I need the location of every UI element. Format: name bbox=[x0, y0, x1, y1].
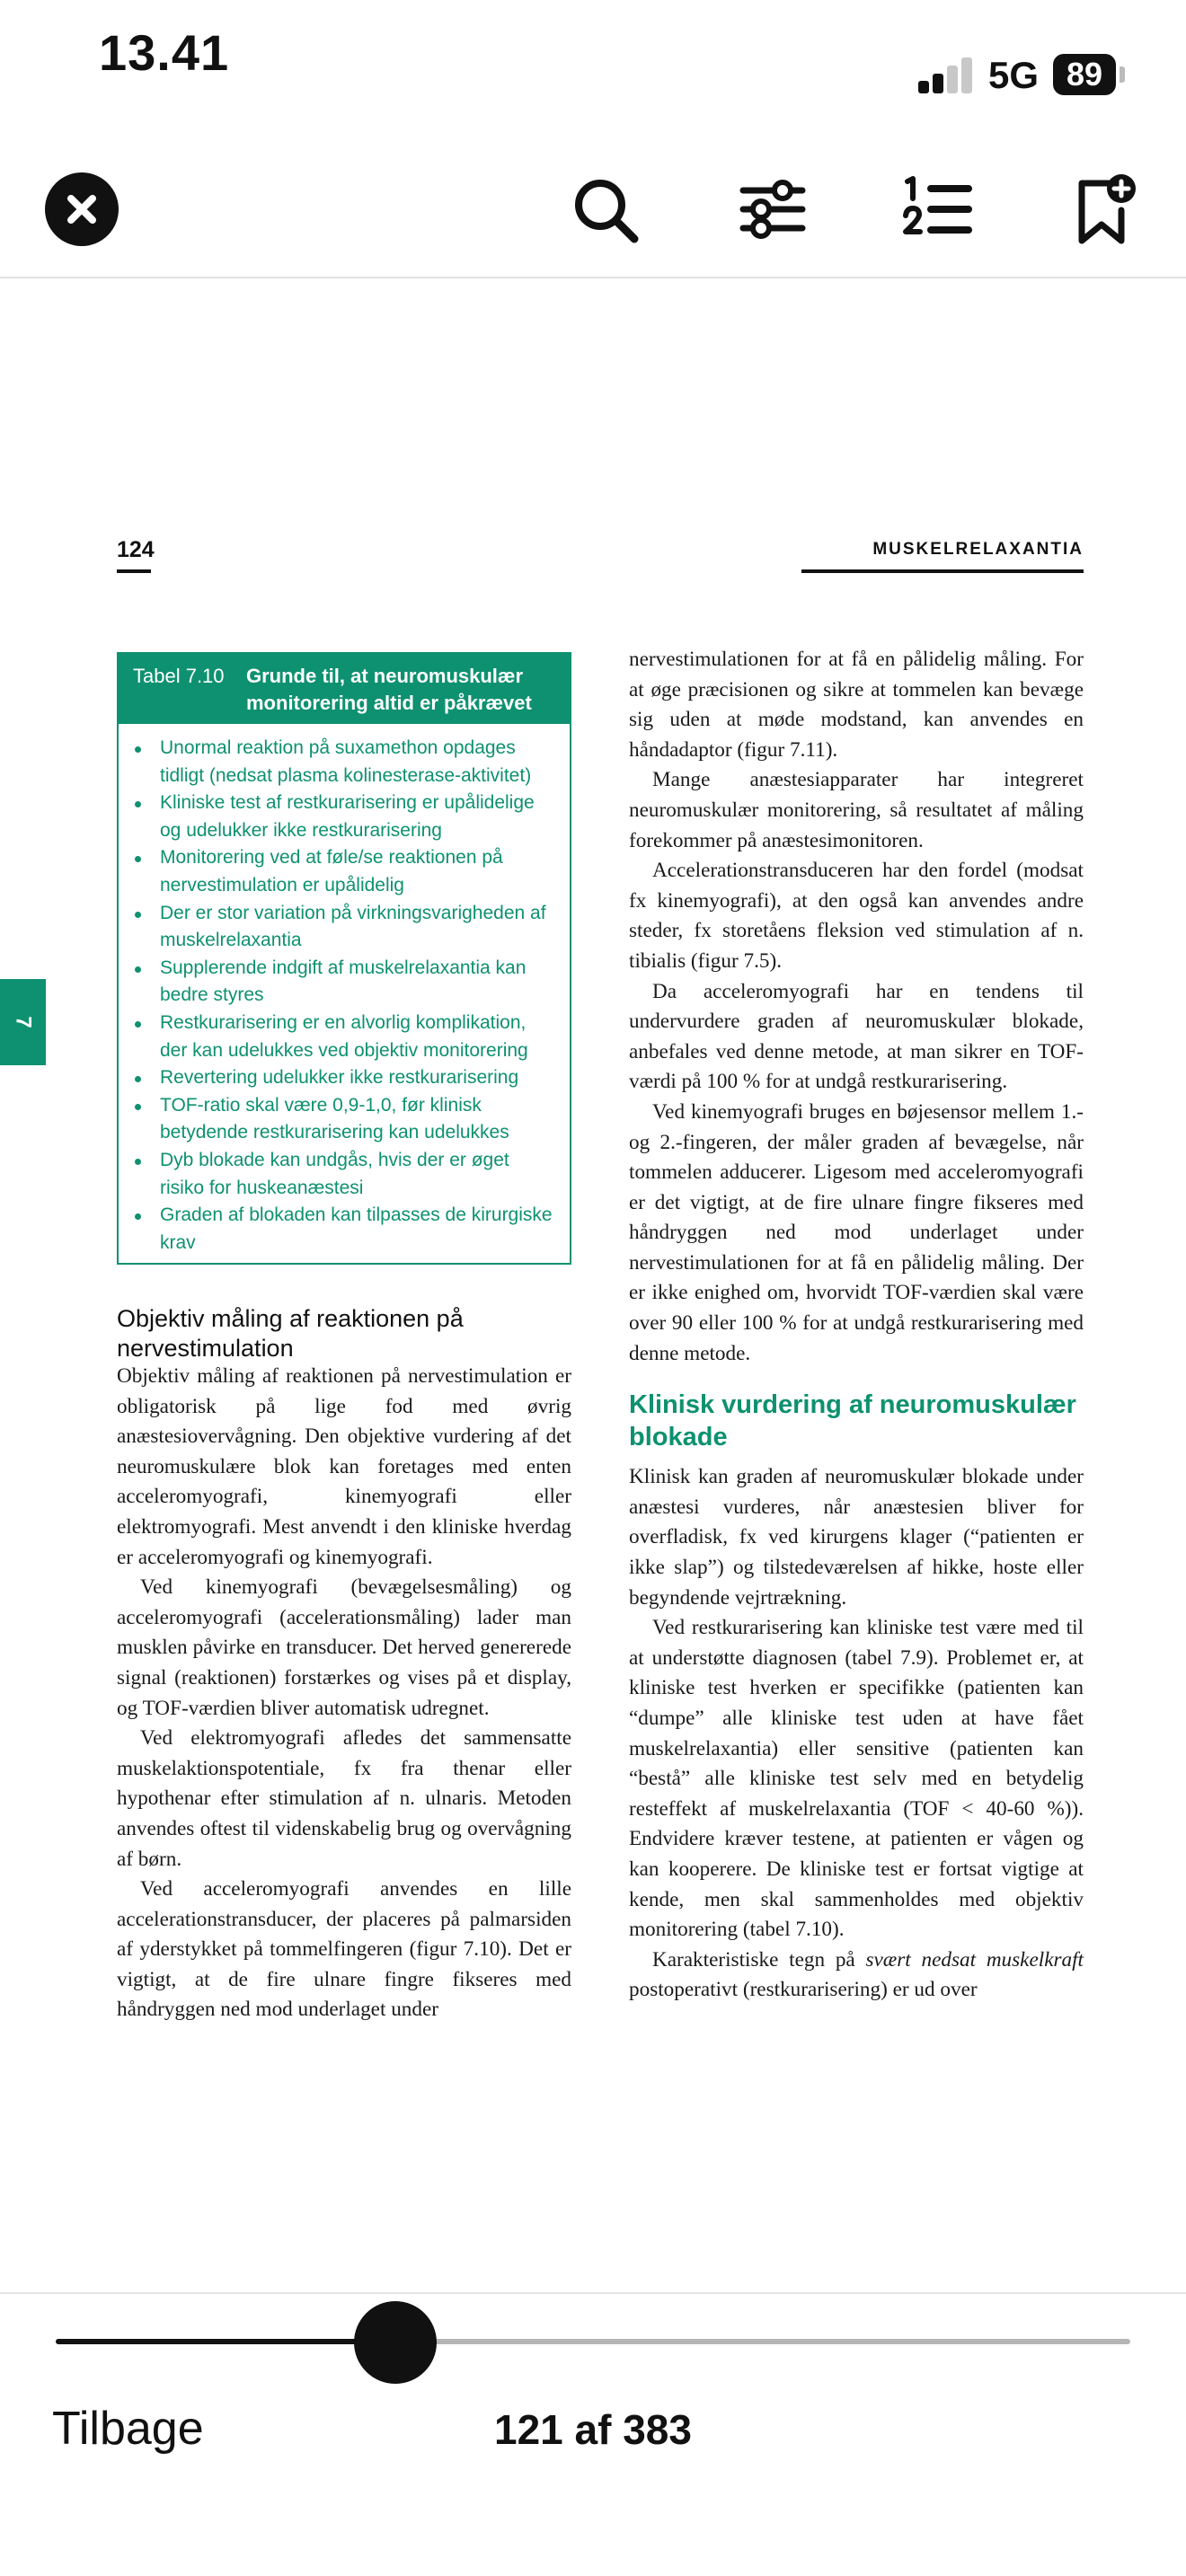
paragraph-text: Karakteristiske tegn på bbox=[652, 1947, 866, 1972]
paragraph: Objektiv måling af reaktionen på nervestimulation er obligatorisk på lige fod med øvrig anæstesiovervågning. Den objektive vurdering af det neuromuskulære blok kan foretages med enten acceleromyografi, kinemyografi eller elektromyografi. Mest anvendt i den kliniske hverdag er acceleromyografi og kinemyografi. bbox=[117, 1364, 571, 1569]
left-column-text bbox=[117, 1362, 571, 2025]
page-counter: 121 af 383 bbox=[494, 2406, 692, 2453]
paragraph: Accelerationstransduceren har den fordel (modsat fx kinemyografi), at den også kan anvendes andre steder, fx storetåens fleksion ved stimulation af n. tibialis (figur 7.5). bbox=[629, 859, 1084, 973]
right-column-text bbox=[629, 645, 1084, 2006]
paragraph: Ved kinemyografi (bevægelsesmåling) og acceleromyografi (accelerationsmåling) lader man musklen påvirke en transducer. Det herved genererede signal (reaktionen) forstærkes og vises på et display, og TOF-værdien bliver automatisk udregnet. bbox=[117, 1575, 571, 1720]
list-item: Monitorering ved at føle/se reaktionen på nervestimulation er upålidelig bbox=[160, 844, 557, 899]
paragraph: nervestimulationen for at få en pålidelig måling. For at øge præcisionen og sikre at tommelen kan bevæge sig uden at møde modstand, kan anvendes en håndadaptor (figur 7.11). bbox=[629, 648, 1084, 762]
paragraph: Ved restkurarisering kan kliniske test være med til at understøtte diagnosen (tabel 7.9). Problemet er, at kliniske test hverken er specifikke (patienten kan “dumpe” alle kliniske test uden at have fået muskelrelaxantia) eller sensitive (patienten kan “bestå” alle kliniske test selv med en betydelig resteffekt af muskelrelaxantia (TOF < 40-60 %)). Endvidere kræver testene, at patienten er vågen og kan kooperere. De kliniske test er fortsat vigtige at kende, men skal sammenholdes med objektiv monitorering (tabel 7.10). bbox=[629, 1616, 1084, 1942]
battery-tip bbox=[1120, 66, 1125, 83]
running-head: MUSKELRELAXANTIA bbox=[872, 540, 1084, 559]
list-item: Der er stor variation på virkningsvarigheden af muskelrelaxantia bbox=[160, 900, 557, 955]
list-item: Revertering udelukker ikke restkurarisering bbox=[160, 1064, 557, 1092]
table-label: Tabel 7.10 bbox=[133, 665, 225, 687]
list-item: TOF-ratio skal være 0,9-1,0, før klinisk betydende restkurarisering kan udelukkes bbox=[160, 1092, 557, 1147]
sliders-icon bbox=[732, 169, 813, 250]
paragraph: Ved kinemyografi bruges en bøjesensor mellem 1.- og 2.-fingeren, der måler graden af bevægelse, når tommelen adducerer. Ligesom med acceleromyografi er det vigtigt, at de fire ulnare fingre fikseres med håndryggen ned mod underlaget under nervestimulationen for at få en pålidelig måling. Der er ikke enighed om, hvorvidt TOF-værdien skal være over 90 eller 100 % for at undgå restkurarisering med denne metode. bbox=[629, 1099, 1084, 1365]
search-icon bbox=[566, 169, 647, 250]
paragraph: Mange anæstesiapparater har integreret neuromuskulær monitorering, så resultatet af måling forekommer på anæstesimonitoren. bbox=[629, 768, 1084, 852]
section-heading: Klinisk vurdering af neuromuskulær blokade bbox=[629, 1390, 1076, 1452]
list-item: Dyb blokade kan undgås, hvis der er øget risiko for huskeanæstesi bbox=[160, 1147, 557, 1202]
bottom-divider bbox=[0, 2292, 1186, 2294]
display-settings-button[interactable] bbox=[732, 169, 813, 250]
paragraph bbox=[629, 1945, 1084, 2006]
add-bookmark-button[interactable] bbox=[1064, 169, 1145, 250]
running-head-rule bbox=[801, 569, 1084, 573]
table-of-contents-button[interactable] bbox=[897, 169, 978, 250]
page-number: 124 bbox=[117, 537, 155, 562]
signal-strength-icon bbox=[918, 56, 974, 93]
numbered-list-icon bbox=[897, 169, 978, 250]
battery-level: 89 bbox=[1053, 54, 1116, 95]
paragraph-text: postoperativt (restkurarisering) er ud over bbox=[629, 1978, 978, 2002]
section-heading: Objektiv måling af reaktionen på nervestimulation bbox=[117, 1305, 464, 1362]
toolbar-divider bbox=[0, 277, 1186, 278]
table-list bbox=[119, 724, 570, 1257]
page-slider-fill bbox=[56, 2339, 395, 2344]
paragraph: Klinisk kan graden af neuromuskulær blokade under anæstesi vurderes, når anæstesien bliver for overfladisk, fx ved kirurgens klager (“patienten er ikke slap”) og tilstedeværelsen af hikke, hoste eller begyndende vejrtrækning. bbox=[629, 1465, 1084, 1610]
page-number-rule bbox=[117, 569, 151, 573]
page-slider-track[interactable] bbox=[56, 2339, 1130, 2344]
paragraph: Ved acceleromyografi anvendes en lille accelerationstransducer, der placeres på palmarsiden af yderstykket på tommelfingeren (figur 7.10). Det er vigtigt, at de fire ulnare fingre fikseres med håndryggen ned mod underlaget under bbox=[117, 1877, 571, 2022]
chapter-tab-number: 7 bbox=[11, 1016, 36, 1028]
paragraph: Ved elektromyografi afledes det sammensatte muskelaktionspotentiale, fx fra thenar eller hypothenar efter stimulation af n. ulnaris. Metoden anvendes oftest til videnskabelig brug og overvågning af børn. bbox=[117, 1726, 571, 1871]
list-item: Unormal reaktion på suxamethon opdages tidligt (nedsat plasma kolinesterase-aktivitet) bbox=[160, 735, 557, 790]
network-type: 5G bbox=[988, 54, 1040, 96]
list-item: Kliniske test af restkurarisering er upålidelige og udelukker ikke restkurarisering bbox=[160, 790, 557, 844]
paragraph: Da acceleromyografi har en tendens til undervurdere graden af neuromuskulær blokade, anbefales ved denne metode, at man sikrer en TOF-værdi på 100 % for at undgå restkurarisering. bbox=[629, 979, 1084, 1094]
search-button[interactable] bbox=[566, 169, 647, 250]
page-slider-thumb[interactable] bbox=[354, 2301, 437, 2384]
status-time: 13.41 bbox=[99, 24, 230, 81]
emphasis-text: svært nedsat muskelkraft bbox=[865, 1947, 1084, 1972]
table-box bbox=[117, 652, 571, 1265]
table-title: Grunde til, at neuromuskulær monitorering altid er påkrævet bbox=[246, 665, 532, 714]
table-header bbox=[119, 654, 570, 724]
list-item: Graden af blokaden kan tilpasses de kirurgiske krav bbox=[160, 1202, 557, 1257]
close-icon bbox=[45, 172, 119, 246]
chapter-tab bbox=[0, 979, 46, 1065]
close-button[interactable] bbox=[45, 172, 119, 246]
list-item: Supplerende indgift af muskelrelaxantia kan bedre styres bbox=[160, 955, 557, 1010]
back-button[interactable]: Tilbage bbox=[52, 2403, 204, 2455]
bookmark-add-icon bbox=[1064, 169, 1145, 250]
list-item: Restkurarisering er en alvorlig komplikation, der kan udelukkes ved objektiv monitorering bbox=[160, 1010, 557, 1064]
